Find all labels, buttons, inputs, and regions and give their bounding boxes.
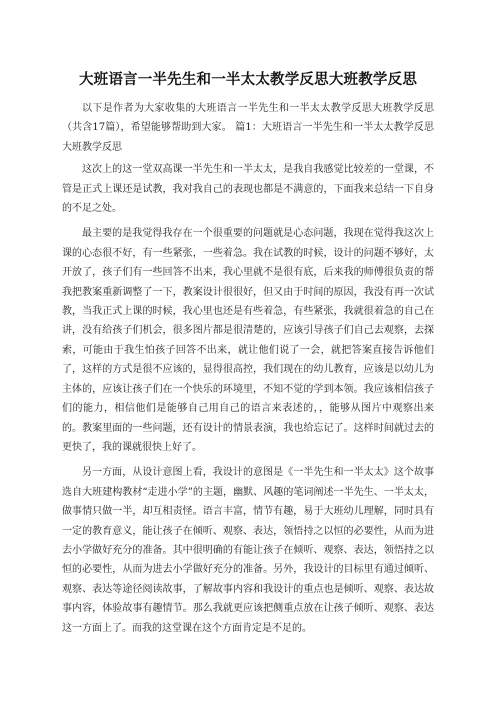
document-title: 大班语言一半先生和一半太太教学反思大班教学反思	[78, 72, 418, 88]
body-paragraph-3: 另一方面，从设计意图上看，我设计的意图是《一半先生和一半太太》这个故事选自大班建构教材“走进小学”的主题，幽默、风趣的笔词阐述一半先生、一半太太，做事情只做一半，却互相责怪。语言丰富，情节有趣，易于大班幼儿理解，同时具有一定的教育意义，能让孩子在倾听、观察、表达，领悟持之以恒的必要性，从而为进去小学做好充分的准备。其中很明确的有能让孩子在倾听、观察、表达，领悟持之以恒的必要性，从而为进去小学做好充分的准备。另外，我设计的目标里有通过倾听、观察、表达等途径阅读故事，了解故事内容和我设计的重点也是倾听、观察、表达故事内容，体验故事有趣情节。那么我就更应该把侧重点放在让孩子倾听、观察、表达这一方面上了。而我的这堂课在这个方面肯定是不足的。	[62, 467, 434, 634]
body-paragraph-1: 这次上的这一堂双高课一半先生和一半太太，是我自我感觉比较差的一堂课，不管是正式上课还是试教，我对我自己的表现也都是不满意的，下面我来总结一下自身的不足之处。	[62, 164, 434, 215]
intro-paragraph: 以下是作者为大家收集的大班语言一半先生和一半太太教学反思大班教学反思（共含17篇），希望能够帮助到大家。 篇1：大班语言一半先生和一半太太教学反思大班教学反思	[62, 103, 434, 153]
body-paragraph-2: 最主要的是我觉得我存在一个很重要的问题就是心态问题，我现在觉得我这次上课的心态很不好，有一些紧张，一些着急。我在试教的时候，设计的问题不够好，太开放了，孩子们有一些回答不出来，我心里就不是很有底，后来我的师傅很负责的帮我把教案重新调整了一下，教案设计很很好，但又由于时间的原因，我没有再一次试教，当我正式上课的时候，我心里也还是有些着急，有些紧张，我就很着急的自己在讲，没有给孩子们机会，很多图片都是很清楚的，应该引导孩子们自己去观察，去探索，可能由于我生怕孩子回答不出来，就让他们说了一会，就把答案直接告诉他们了，这样的方式是很不应该的，显得很高控，我们现在的幼儿教育，应该是以幼儿为主体的，应该让孩子们在一个快乐的环境里，不知不觉的学到本领。我应该相信孩子们的能力，相信他们是能够自己用自己的语言来表述的，，能够从图片中观察出来的。教案里面的一些问题，还有设计的情景表演，我也给忘记了。这样时间就过去的更快了，我的课就很快上好了。	[62, 228, 434, 453]
